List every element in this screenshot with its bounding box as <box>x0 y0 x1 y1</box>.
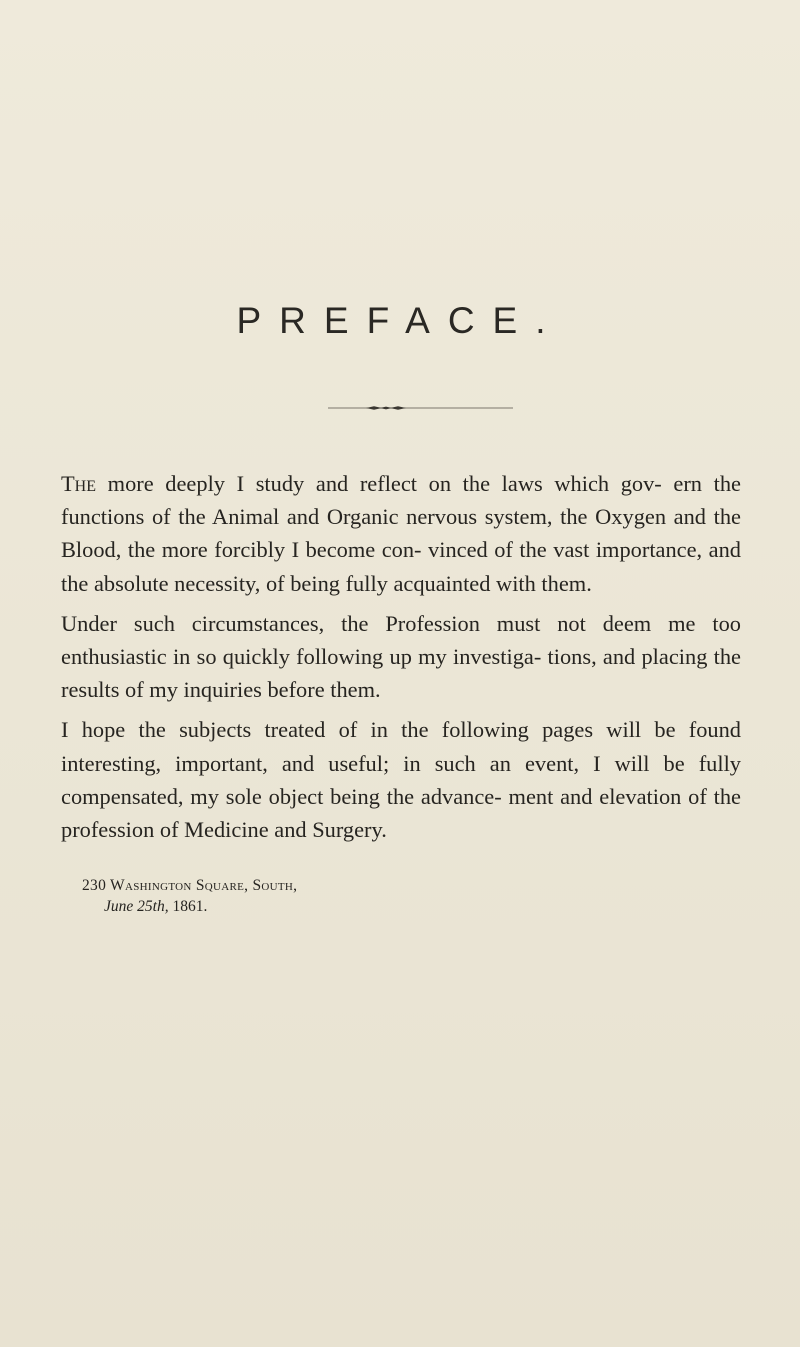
page-title: PREFACE. <box>236 300 564 341</box>
ornamental-rule <box>328 406 513 410</box>
paragraph: Under such circumstances, the Profession must not deem me too enthusiastic in so quickly following up my investiga- tions, and placing the results of my inquiries before them. <box>61 610 741 703</box>
signoff <box>82 875 297 917</box>
paragraph-text: more deeply I study and reflect on the laws which gov- ern the functions of the Animal and Organic nervous system, the Oxygen and the Blood, the more forcibly I become con- vinced of the vast importance, and the absolute necessity, of being fully acquainted with them. <box>61 471 741 596</box>
paragraph: I hope the subjects treated of in the following pages will be found interesting, important, and useful; in such an event, I will be fully compensated, my sole object being the advance- ment and elevation of the profession of Medicine and Surgery. <box>61 717 741 843</box>
preface-body <box>61 467 741 853</box>
signoff-date-day: June 25th, <box>104 898 169 915</box>
signoff-date-year: 1861. <box>172 898 208 915</box>
paragraph-lead-word: The <box>61 471 97 496</box>
signoff-date <box>82 896 297 917</box>
paragraph <box>61 467 741 600</box>
signoff-address: 230 Washington Square, South, <box>82 877 298 894</box>
